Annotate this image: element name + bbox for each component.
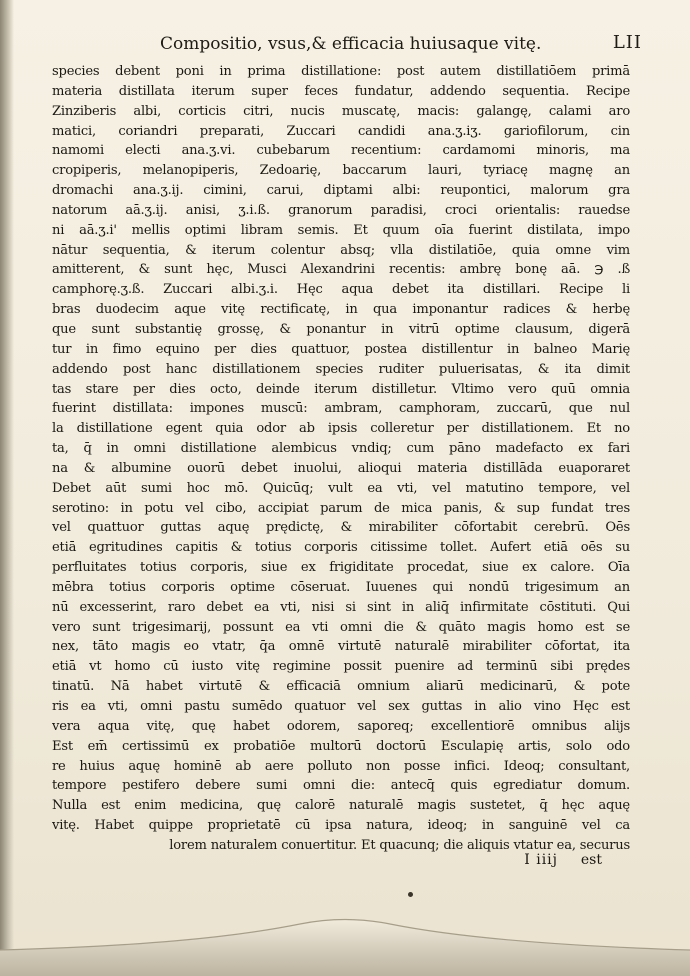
text-line: perfluitates totius corporis, siue ex frigiditate procedat, siue ex calore. Oīa xyxy=(52,560,630,576)
page-footer xyxy=(52,852,630,874)
text-line: vel quattuor guttas aquę prędictę, & mirabiliter cōfortabit cerebrū. Oēs xyxy=(52,520,630,536)
text-line: na & albumine ouorū debet inuolui, alioqui materia distillāda euaporaret xyxy=(52,460,630,476)
running-header xyxy=(160,34,660,60)
text-line: nātur sequentia, & iterum colentur absq; vlla distilatiōe, quia omne vim xyxy=(52,242,630,258)
text-line: species debent poni in prima distillatione: post autem distillatiōem primā xyxy=(52,64,630,79)
text-line: camphorę.ʒ.ß. Zuccari albi.ʒ.i. Hęc aqua debet ita distillari. Recipe li xyxy=(52,282,630,298)
text-line: nū excesserint, raro debet ea vti, nisi si sint in aliq̄ infirmitate cōstituti. Qui xyxy=(52,599,630,615)
text-line: tempore pestifero debere sumi omni die: antecq̄ quis egrediatur domum. xyxy=(52,778,630,794)
text-line: materia distillata iterum super feces fundatur, addendo sequentia. Recipe xyxy=(52,83,630,99)
text-line: tinatū. Nā habet virtutē & efficaciā omnium aliarū medicinarū, & pote xyxy=(52,679,630,695)
folio-number: LII xyxy=(612,32,642,53)
text-line: etiā egritudines capitis & totius corporis citissime tollet. Aufert etiā oēs su xyxy=(52,540,630,556)
text-line: matici, coriandri preparati, Zuccari candidi ana.ʒ.iʒ. gariofilorum, cin xyxy=(52,123,630,139)
text-line: natorum aā.ʒ.ij. anisi, ʒ.i.ß. granorum paradisi, croci orientalis: rauedse xyxy=(52,202,630,218)
text-line: addendo post hanc distillationem species ruditer puluerisatas, & ita dimit xyxy=(52,361,630,377)
text-line: Debet aūt sumi hoc mō. Quicūq; vult ea vti, vel matutino tempore, vel xyxy=(52,480,630,496)
text-line: cropiperis, melanopiperis, Zedoarię, baccarum lauri, tyriacę magnę an xyxy=(52,163,630,179)
running-head-title: Compositio, vsus,& efficacia huiusaque vitę. xyxy=(160,34,542,54)
text-line: vero sunt trigesimarij, possunt ea vti omni die & quāto magis homo est se xyxy=(52,619,630,635)
text-line: ris ea vti, omni pastu sumēdo quatuor vel sex guttas in alio vino Hęc est xyxy=(52,699,630,714)
text-line: ta, q̄ in omni distillatione alembicus vndiq; cum pāno madefacto ex fari xyxy=(52,441,630,457)
text-line: ni aā.ʒ.i' mellis optimi libram semis. Et quum oīa fuerint distilata, impo xyxy=(52,222,630,238)
catchword: est xyxy=(580,852,602,868)
text-line: serotino: in potu vel cibo, accipiat parum de mica panis, & sup fundat tres xyxy=(52,500,630,516)
text-line: Nulla est enim medicina, quę calorē naturalē magis sustetet, q̄ hęc aquę xyxy=(52,798,630,814)
text-line: dromachi ana.ʒ.ij. cimini, carui, diptami albi: reupontici, malorum gra xyxy=(52,183,630,199)
ink-dot xyxy=(408,892,413,897)
text-line: nex, tāto magis eo vtatr, q̄a omnē virtutē naturalē mirabiliter cōfortat, ita xyxy=(52,639,630,655)
text-line: tas stare per dies octo, deinde iterum distilletur. Vltimo vero quū omnia xyxy=(52,381,630,397)
text-line: etiā vt homo cū iusto vitę regimine possit puenire ad terminū sibi prędes xyxy=(52,659,630,675)
text-line: la distillatione egent quia odor ab ipsis colleretur per distillationem. Et no xyxy=(52,421,630,437)
body-text xyxy=(52,62,630,856)
text-line: namomi electi ana.ʒ.vi. cubebarum recentium: cardamomi minoris, ma xyxy=(52,143,630,159)
text-line: Zinziberis albi, corticis citri, nucis muscatę, macis: galangę, calami aro xyxy=(52,103,630,119)
text-line: lorem naturalem conuertitur. Et quacunq; die aliquis vtatur ea, securus xyxy=(169,837,630,853)
text-line: que sunt substantię grossę, & ponantur in vitrū optime clausum, digerā xyxy=(52,321,630,337)
text-line: re huius aquę hominē ab aere polluto non posse infici. Ideoq; consultant, xyxy=(52,758,630,774)
text-line: vera aqua vitę, quę habet odorem, saporeq; excellentiorē omnibus alijs xyxy=(52,718,630,734)
text-line: vitę. Habet quippe proprietatē cū ipsa natura, ideoq; in sanguinē vel ca xyxy=(52,818,630,834)
text-line: bras duodecim aque vitę rectificatę, in qua imponantur radices & herbę xyxy=(52,302,630,318)
next-page-curl xyxy=(0,916,690,976)
text-line: amitterent, & sunt hęc, Musci Alexandrini recentis: ambrę bonę aā. ℈ .ß xyxy=(52,262,630,278)
text-line: Est em̄ certissimū ex probatiōe multorū doctorū Esculapię artis, solo odo xyxy=(52,738,630,754)
text-line: fuerint distillata: impones muscū: ambram, camphoram, zuccarū, que nul xyxy=(52,401,630,417)
text-line: tur in fimo equino per dies quattuor, postea distillentur in balneo Marię xyxy=(52,341,630,357)
signature-mark: I iiij xyxy=(524,852,558,868)
text-line: mēbra totius corporis optime cōseruat. Iuuenes qui nondū trigesimum an xyxy=(52,579,630,595)
page-gutter-shadow xyxy=(0,0,14,976)
